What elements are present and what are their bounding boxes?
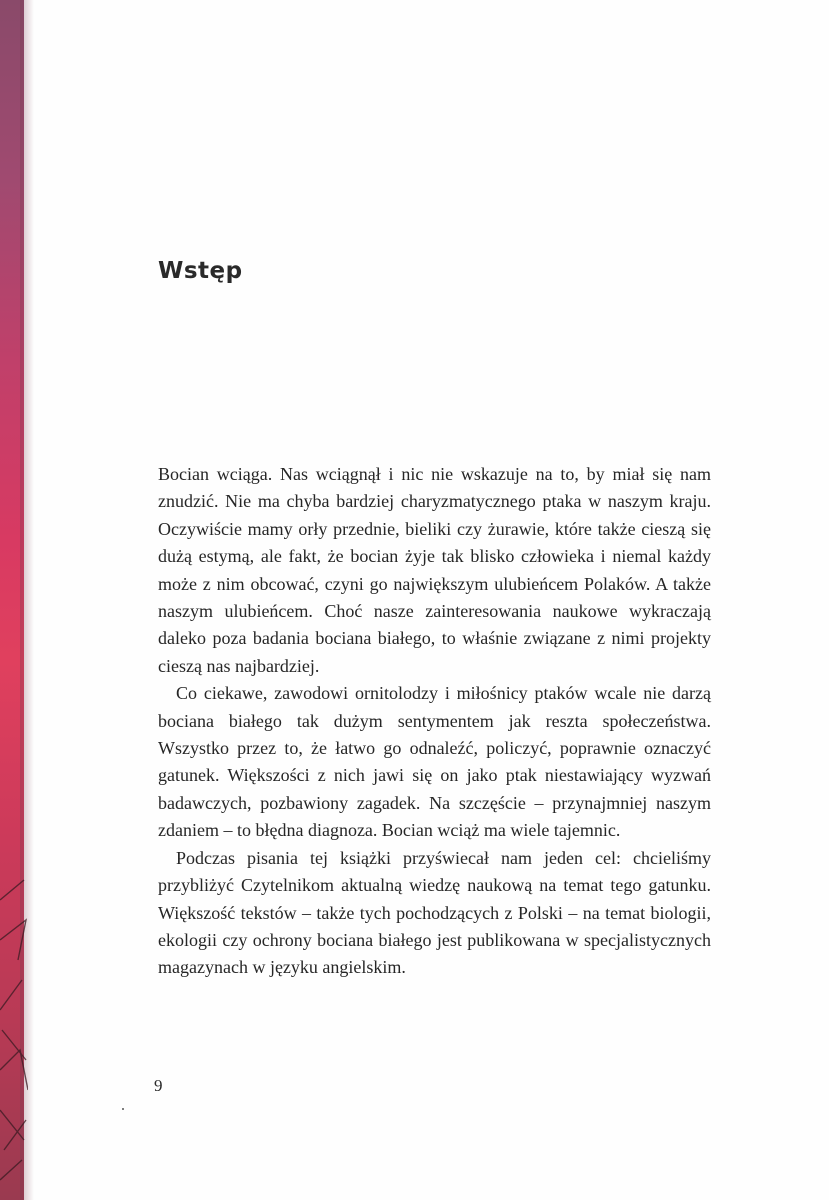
chapter-body <box>158 461 711 982</box>
page-number: 9 <box>154 1076 163 1095</box>
spine-branch-decoration <box>0 860 28 1200</box>
chapter-heading: Wstęp <box>158 258 243 284</box>
paragraph-1: Bocian wciąga. Nas wciągnął i nic nie wskazuje na to, by miał się nam znudzić. Nie ma chyba bardziej charyzmatycznego ptaka w naszym kraju. Oczywiście mamy orły przednie, bieliki czy żurawie, które także cieszą się dużą estymą, ale fakt, że bocian żyje tak blisko człowieka i niemal każdy może z nim obcować, czyni go największym ulubieńcem Polaków. A także naszym ulubieńcem. Choć nasze zainteresowania naukowe wykraczają daleko poza badania bociana białego, to właśnie związane z nimi projekty cieszą nas najbardziej. <box>158 464 711 676</box>
paragraph-2: Co ciekawe, zawodowi ornitolodzy i miłośnicy ptaków wcale nie darzą bociana białego tak dużym sentymentem jak reszta społeczeństwa. Wszystko przez to, że łatwo go odnaleźć, policzyć, poprawnie oznaczyć gatunek. Większości z nich jawi się on jako ptak niestawiający wyzwań badawczych, pozbawiony zagadek. Na szczęście – przynajmniej naszym zdaniem – to błędna diagnoza. Bocian wciąż ma wiele tajemnic. <box>158 683 711 841</box>
print-speck <box>122 1108 124 1110</box>
paragraph-3: Podczas pisania tej książki przyświecał nam jeden cel: chcieliśmy przybliżyć Czytelnikom aktualną wiedzę naukową na temat tego gatunku. Większość tekstów – także tych pochodzących z Polski – na temat biologii, ekologii czy ochrony bociana białego jest publikowana w specjalistycznych magazynach w języku angielskim. <box>158 847 711 978</box>
